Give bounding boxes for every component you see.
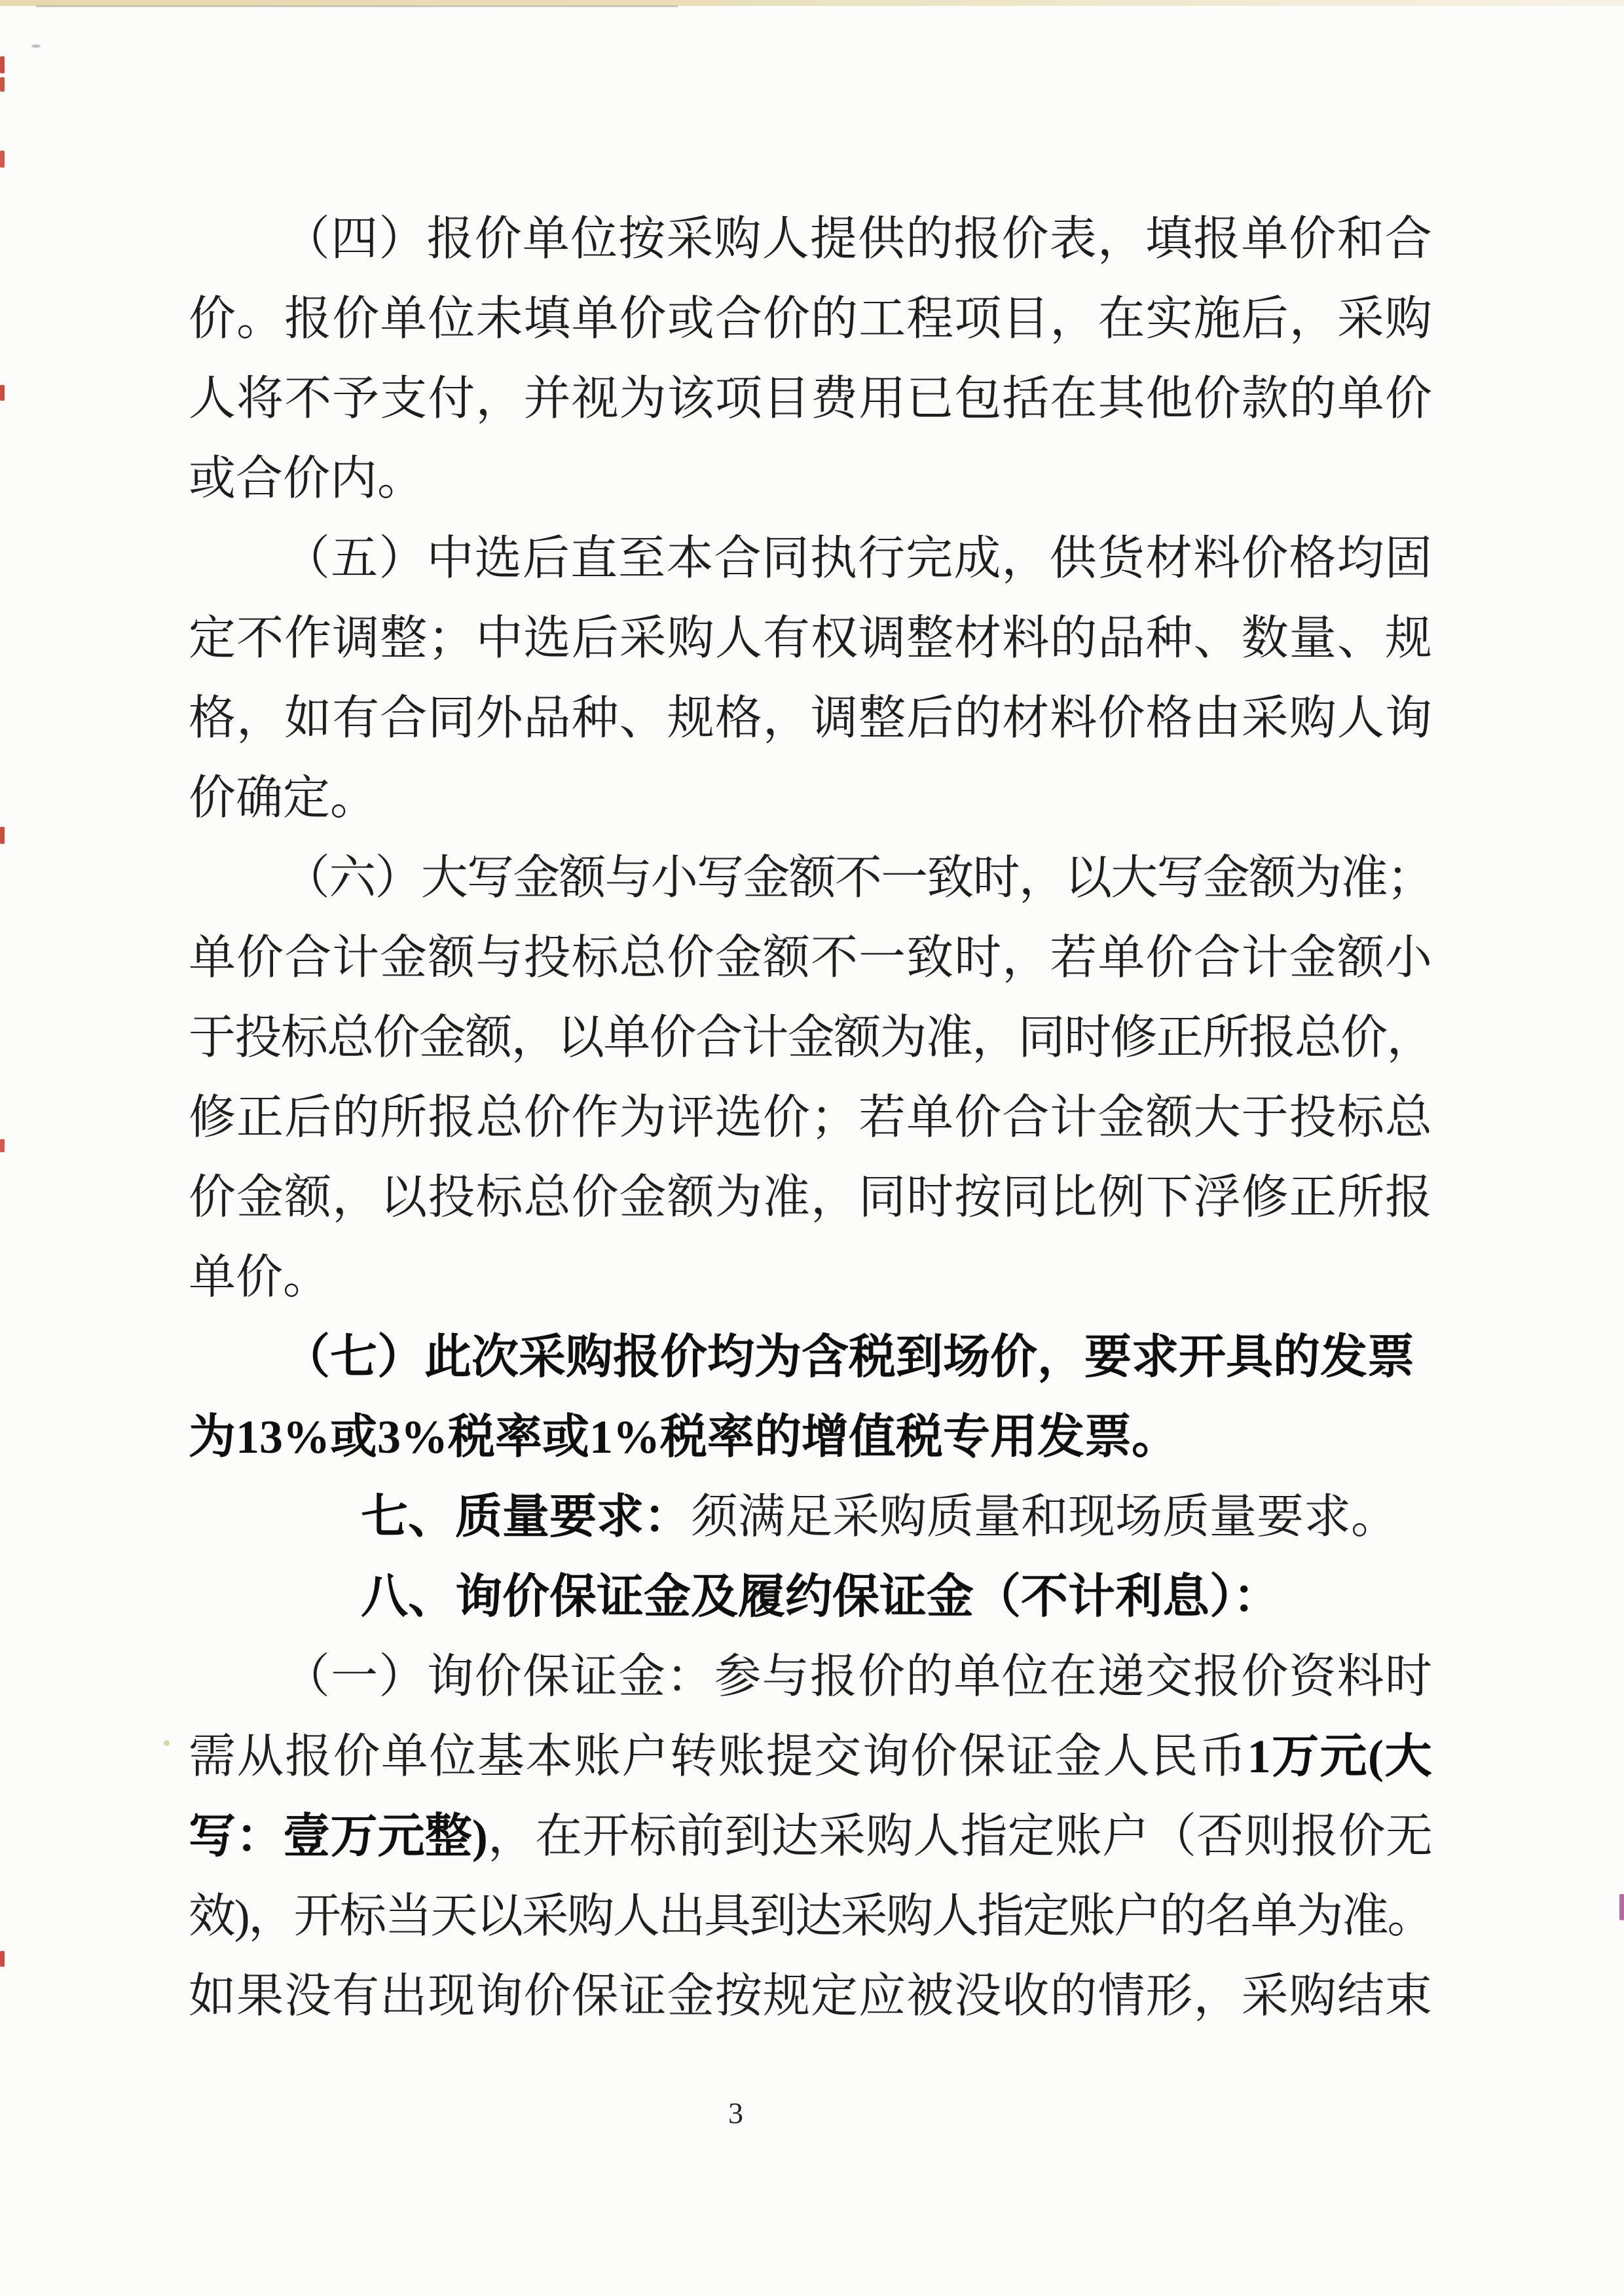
body-text: （五）中选后直至本合同执行完成，供货材料价格均固 — [283, 532, 1433, 585]
text-line — [189, 1557, 1433, 1637]
text-line-content — [189, 758, 377, 838]
red-edge-mark — [0, 1951, 5, 1967]
text-line — [189, 1956, 1433, 2036]
body-text: （六）大写金额与小写金额不一致时，以大写金额为准； — [283, 852, 1433, 904]
text-line — [189, 918, 1433, 998]
text-line-content — [361, 1477, 1398, 1557]
body-text: 价金额，以投标总价金额为准，同时按同比例下浮修正所报 — [189, 1171, 1433, 1224]
body-text: 人将不予支付，并视为该项目费用已包括在其他价款的单价 — [189, 373, 1433, 425]
body-text: 如果没有出现询价保证金按规定应被没收的情形，采购结束 — [189, 1970, 1433, 2022]
emphasis-text: 七、质量要求： — [361, 1491, 692, 1543]
text-line — [189, 1796, 1433, 1876]
text-line — [189, 1717, 1433, 1796]
magenta-edge-mark — [1619, 1894, 1624, 1920]
body-text: （一）询价保证金：参与报价的单位在递交报价资料时 — [283, 1650, 1433, 1703]
emphasis-text: 为13%或3%税率或1%税率的增值税专用发票。 — [189, 1411, 1179, 1463]
text-line-content — [189, 439, 424, 519]
body-text: 于投标总价金额，以单价合计金额为准，同时修正所报总价， — [189, 1011, 1433, 1064]
text-line — [189, 199, 1433, 279]
text-line — [189, 838, 1433, 918]
text-line-content — [189, 1876, 1433, 1956]
scan-speck — [31, 45, 41, 48]
text-line — [189, 678, 1433, 758]
text-line-content — [189, 1717, 1433, 1796]
body-text: 单价合计金额与投标总价金额不一致时，若单价合计金额小 — [189, 932, 1433, 984]
body-text: （四）报价单位按采购人提供的报价表，填报单价和合 — [283, 213, 1433, 265]
red-edge-mark — [0, 1139, 5, 1152]
text-line-content — [189, 1956, 1433, 2036]
text-line — [189, 598, 1433, 678]
red-edge-mark — [0, 827, 5, 844]
text-line — [189, 1317, 1433, 1397]
text-line — [189, 1637, 1433, 1717]
text-line — [189, 1876, 1433, 1956]
page-number: 3 — [728, 2096, 743, 2130]
body-text: 需从报价单位基本账户转账提交询价保证金人民币 — [189, 1730, 1247, 1783]
body-text: 价确定。 — [189, 772, 378, 824]
red-edge-mark — [0, 77, 5, 92]
text-line-content — [189, 279, 1433, 359]
text-line — [189, 1078, 1433, 1157]
text-line-content — [283, 1317, 1414, 1397]
text-line-content — [189, 678, 1433, 758]
body-text: 定不作调整；中选后采购人有权调整材料的品种、数量、规 — [189, 612, 1433, 665]
red-edge-mark — [0, 385, 5, 401]
text-line-content — [189, 1078, 1433, 1157]
text-line-content — [189, 598, 1433, 678]
text-line — [189, 519, 1433, 598]
body-text: 单价。 — [189, 1251, 331, 1303]
scan-speck — [164, 1740, 170, 1746]
body-text: 价。报价单位未填单价或合价的工程项目，在实施后，采购 — [189, 293, 1433, 345]
text-line-content — [189, 1157, 1433, 1237]
emphasis-text: 写：壹万元整) — [189, 1810, 489, 1863]
scan-edge-band-shadow — [36, 5, 678, 7]
text-line-content — [283, 838, 1433, 918]
text-line — [189, 439, 1433, 519]
body-text: 效)，开标当天以采购人出具到达采购人指定账户的名单为准。 — [189, 1890, 1433, 1942]
body-text: 须满足采购质量和现场质量要求。 — [691, 1491, 1399, 1543]
text-line-content — [283, 519, 1433, 598]
document-text-block — [189, 199, 1433, 2036]
red-edge-mark — [0, 56, 5, 73]
text-line-content — [189, 1237, 330, 1317]
text-line-content — [283, 1637, 1433, 1717]
text-line — [189, 1237, 1433, 1317]
text-line — [189, 359, 1433, 439]
emphasis-text: 1万元(大 — [1247, 1730, 1433, 1783]
text-line — [189, 758, 1433, 838]
body-text: 格，如有合同外品种、规格，调整后的材料价格由采购人询 — [189, 692, 1433, 744]
text-line-content — [189, 918, 1433, 998]
text-line-content — [283, 199, 1433, 279]
emphasis-text: （七）此次采购报价均为含税到场价，要求开具的发票 — [283, 1331, 1415, 1383]
body-text: ，在开标前到达采购人指定账户（否则报价无 — [488, 1810, 1433, 1863]
text-line — [189, 1477, 1433, 1557]
text-line-content — [189, 1397, 1179, 1477]
text-line — [189, 279, 1433, 359]
text-line-content — [361, 1557, 1280, 1637]
red-edge-mark — [0, 151, 5, 168]
body-text: 修正后的所报总价作为评选价；若单价合计金额大于投标总 — [189, 1091, 1433, 1144]
emphasis-text: 八、询价保证金及履约保证金（不计利息）： — [361, 1571, 1281, 1623]
text-line — [189, 1397, 1433, 1477]
text-line-content — [189, 998, 1433, 1078]
body-text: 或合价内。 — [189, 452, 425, 505]
text-line-content — [189, 1796, 1433, 1876]
text-line-content — [189, 359, 1433, 439]
text-line — [189, 1157, 1433, 1237]
text-line — [189, 998, 1433, 1078]
